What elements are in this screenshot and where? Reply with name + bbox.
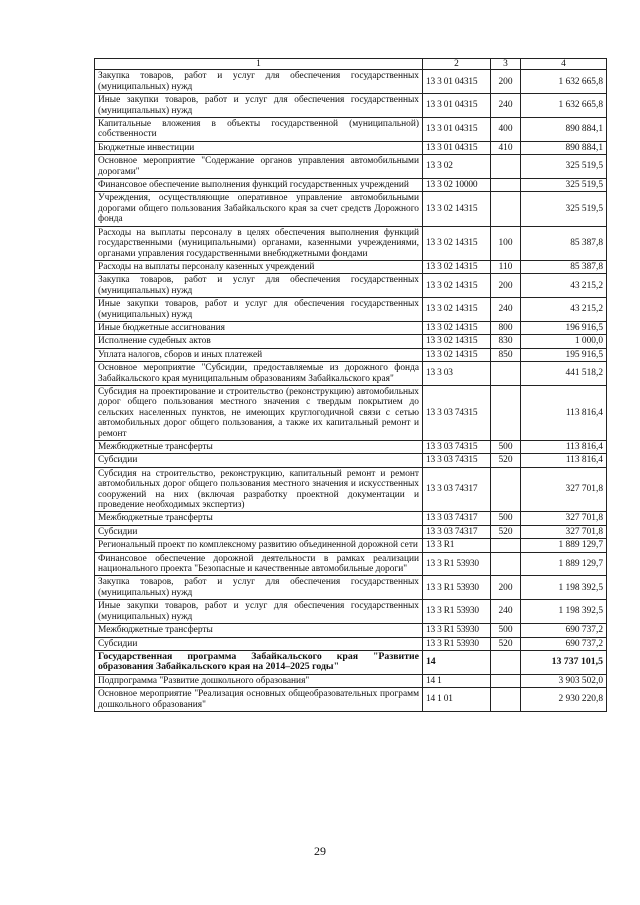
row-sum-cell: 325 519,5 (521, 155, 607, 179)
budget-table-body (95, 59, 607, 712)
row-sum-cell: 890 884,1 (521, 118, 607, 142)
row-sum-cell: 327 701,8 (521, 512, 607, 525)
row-csr-cell: 13 3 02 14315 (423, 321, 491, 334)
row-vr-cell: 240 (491, 298, 521, 322)
table-row (95, 141, 607, 154)
row-csr-cell: 13 3 03 74317 (423, 512, 491, 525)
row-sum-cell: 1 632 665,8 (521, 70, 607, 94)
row-csr-cell: 14 1 01 (423, 688, 491, 712)
row-vr-cell: 850 (491, 348, 521, 361)
row-vr-cell (491, 688, 521, 712)
row-sum-cell: 325 519,5 (521, 192, 607, 226)
row-sum-cell: 43 215,2 (521, 298, 607, 322)
row-name-cell: Межбюджетные трансферты (95, 624, 423, 637)
row-csr-cell: 13 3 02 14315 (423, 298, 491, 322)
table-row (95, 525, 607, 538)
table-row (95, 650, 607, 674)
row-sum-cell: 1 000,0 (521, 335, 607, 348)
row-sum-cell: 1 632 665,8 (521, 94, 607, 118)
row-name-cell: Основное мероприятие "Субсидии, предоставляемые из дорожного фонда Забайкальского края муниципальным образованиям Забайкальского края" (95, 362, 423, 386)
row-vr-cell: 400 (491, 118, 521, 142)
row-vr-cell: 500 (491, 624, 521, 637)
row-sum-cell: 2 930 220,8 (521, 688, 607, 712)
row-name-cell: Государственная программа Забайкальского края "Развитие образования Забайкальского края на 2014–2025 годы" (95, 650, 423, 674)
row-name-cell: Иные закупки товаров, работ и услуг для обеспечения государственных (муниципальных) нужд (95, 298, 423, 322)
row-sum-cell: 327 701,8 (521, 525, 607, 538)
row-name-cell: Уплата налогов, сборов и иных платежей (95, 348, 423, 361)
row-csr-cell: 13 3 02 10000 (423, 179, 491, 192)
row-name-cell: Иные бюджетные ассигнования (95, 321, 423, 334)
row-sum-cell: 113 816,4 (521, 441, 607, 454)
row-csr-cell: 14 1 (423, 674, 491, 687)
row-sum-cell: 85 387,8 (521, 260, 607, 273)
table-row (95, 576, 607, 600)
row-csr-cell: 13 3 01 04315 (423, 141, 491, 154)
table-row (95, 321, 607, 334)
row-csr-cell: 13 3 02 14315 (423, 335, 491, 348)
row-csr-cell: 13 3 01 04315 (423, 70, 491, 94)
row-sum-cell: 325 519,5 (521, 179, 607, 192)
row-name-cell: Межбюджетные трансферты (95, 441, 423, 454)
row-vr-cell (491, 539, 521, 552)
row-sum-cell: 1 889 129,7 (521, 552, 607, 576)
row-sum-cell: 1 889 129,7 (521, 539, 607, 552)
row-vr-cell: 500 (491, 512, 521, 525)
table-row (95, 274, 607, 298)
row-csr-cell: 13 3 R1 53930 (423, 576, 491, 600)
row-sum-cell: 890 884,1 (521, 141, 607, 154)
page-number: 29 (314, 844, 326, 858)
row-name-cell: Капитальные вложения в объекты государственной (муниципальной) собственности (95, 118, 423, 142)
table-row (95, 512, 607, 525)
row-vr-cell (491, 362, 521, 386)
row-csr-cell: 13 3 01 04315 (423, 118, 491, 142)
row-sum-cell: 441 518,2 (521, 362, 607, 386)
table-row (95, 600, 607, 624)
table-row (95, 637, 607, 650)
row-csr-cell: 13 3 R1 53930 (423, 552, 491, 576)
column-number-header (95, 59, 607, 70)
row-sum-cell: 113 816,4 (521, 385, 607, 440)
row-name-cell: Субсидия на строительство, реконструкцию, капитальный ремонт и ремонт автомобильных дорог общего пользования местного значения и искусственных сооружений на них (включая разработку проектной документации и проведение необходимых экспертиз) (95, 467, 423, 512)
row-vr-cell: 100 (491, 226, 521, 260)
row-name-cell: Закупка товаров, работ и услуг для обеспечения государственных (муниципальных) нужд (95, 576, 423, 600)
row-name-cell: Закупка товаров, работ и услуг для обеспечения государственных (муниципальных) нужд (95, 70, 423, 94)
row-vr-cell: 200 (491, 576, 521, 600)
row-vr-cell: 240 (491, 600, 521, 624)
row-vr-cell (491, 385, 521, 440)
table-row (95, 118, 607, 142)
row-csr-cell: 13 3 R1 53930 (423, 637, 491, 650)
row-csr-cell: 13 3 03 74317 (423, 467, 491, 512)
row-name-cell: Субсидии (95, 454, 423, 467)
row-csr-cell: 13 3 02 14315 (423, 192, 491, 226)
row-name-cell: Субсидии (95, 525, 423, 538)
row-vr-cell: 110 (491, 260, 521, 273)
row-csr-cell: 13 3 R1 (423, 539, 491, 552)
row-csr-cell: 13 3 02 14315 (423, 226, 491, 260)
row-vr-cell (491, 650, 521, 674)
table-row (95, 260, 607, 273)
table-row (95, 467, 607, 512)
row-name-cell: Учреждения, осуществляющие оперативное управление автомобильными дорогами общего пользования Забайкальского края за счет средств Дорожного фонда (95, 192, 423, 226)
header-col-2: 2 (423, 59, 491, 70)
row-vr-cell (491, 155, 521, 179)
row-sum-cell: 196 916,5 (521, 321, 607, 334)
row-csr-cell: 13 3 02 14315 (423, 274, 491, 298)
row-csr-cell: 13 3 03 74317 (423, 525, 491, 538)
row-name-cell: Субсидии (95, 637, 423, 650)
row-vr-cell (491, 179, 521, 192)
row-name-cell: Субсидия на проектирование и строительство (реконструкцию) автомобильных дорог общего пользования местного значения с твердым покрытием до сельских населенных пунктов, не имеющих круглогодичной связи с сетью автомобильных дорог общего пользования, а также их капитальный ремонт и ремонт (95, 385, 423, 440)
row-sum-cell: 690 737,2 (521, 624, 607, 637)
table-row (95, 624, 607, 637)
table-row (95, 441, 607, 454)
table-row (95, 362, 607, 386)
row-name-cell: Межбюджетные трансферты (95, 512, 423, 525)
row-csr-cell: 13 3 03 (423, 362, 491, 386)
row-csr-cell: 13 3 R1 53930 (423, 624, 491, 637)
table-row (95, 94, 607, 118)
row-csr-cell: 13 3 01 04315 (423, 94, 491, 118)
header-col-1: 1 (95, 59, 423, 70)
row-sum-cell: 113 816,4 (521, 454, 607, 467)
row-sum-cell: 13 737 101,5 (521, 650, 607, 674)
row-vr-cell: 500 (491, 441, 521, 454)
row-vr-cell: 240 (491, 94, 521, 118)
row-name-cell: Иные закупки товаров, работ и услуг для обеспечения государственных (муниципальных) нужд (95, 600, 423, 624)
row-name-cell: Расходы на выплаты персоналу в целях обеспечения выполнения функций государственными (муниципальными) органами, казенными учреждениями, органами управления государственными внебюджетными фондами (95, 226, 423, 260)
table-row (95, 192, 607, 226)
row-name-cell: Иные закупки товаров, работ и услуг для обеспечения государственных (муниципальных) нужд (95, 94, 423, 118)
row-csr-cell: 14 (423, 650, 491, 674)
row-name-cell: Закупка товаров, работ и услуг для обеспечения государственных (муниципальных) нужд (95, 274, 423, 298)
header-col-3: 3 (491, 59, 521, 70)
table-row (95, 674, 607, 687)
row-sum-cell: 3 903 502,0 (521, 674, 607, 687)
row-csr-cell: 13 3 03 74315 (423, 454, 491, 467)
table-row (95, 298, 607, 322)
row-vr-cell: 520 (491, 525, 521, 538)
header-col-4: 4 (521, 59, 607, 70)
row-vr-cell: 200 (491, 274, 521, 298)
row-name-cell: Финансовое обеспечение выполнения функций государственных учреждений (95, 179, 423, 192)
row-sum-cell: 690 737,2 (521, 637, 607, 650)
row-name-cell: Основное мероприятие "Реализация основных общеобразовательных программ дошкольного образования" (95, 688, 423, 712)
row-vr-cell (491, 552, 521, 576)
row-vr-cell: 410 (491, 141, 521, 154)
table-row (95, 552, 607, 576)
row-vr-cell (491, 674, 521, 687)
row-sum-cell: 43 215,2 (521, 274, 607, 298)
row-sum-cell: 195 916,5 (521, 348, 607, 361)
row-sum-cell: 85 387,8 (521, 226, 607, 260)
row-name-cell: Региональный проект по комплексному развитию объединенной дорожной сети (95, 539, 423, 552)
row-sum-cell: 327 701,8 (521, 467, 607, 512)
row-name-cell: Финансовое обеспечение дорожной деятельности в рамках реализации национального проекта "Безопасные и качественные автомобильные дороги" (95, 552, 423, 576)
row-vr-cell: 520 (491, 637, 521, 650)
row-vr-cell: 520 (491, 454, 521, 467)
table-row (95, 226, 607, 260)
row-sum-cell: 1 198 392,5 (521, 600, 607, 624)
table-row (95, 179, 607, 192)
row-sum-cell: 1 198 392,5 (521, 576, 607, 600)
row-vr-cell: 830 (491, 335, 521, 348)
row-vr-cell (491, 467, 521, 512)
row-name-cell: Подпрограмма "Развитие дошкольного образования" (95, 674, 423, 687)
table-row (95, 454, 607, 467)
row-csr-cell: 13 3 02 14315 (423, 260, 491, 273)
row-csr-cell: 13 3 02 (423, 155, 491, 179)
row-csr-cell: 13 3 03 74315 (423, 441, 491, 454)
table-row (95, 385, 607, 440)
table-row (95, 539, 607, 552)
budget-table (94, 58, 607, 712)
table-row (95, 70, 607, 94)
table-row (95, 335, 607, 348)
row-csr-cell: 13 3 02 14315 (423, 348, 491, 361)
row-name-cell: Основное мероприятие "Содержание органов управления автомобильными дорогами" (95, 155, 423, 179)
table-row (95, 155, 607, 179)
row-name-cell: Бюджетные инвестиции (95, 141, 423, 154)
row-vr-cell: 200 (491, 70, 521, 94)
row-vr-cell (491, 192, 521, 226)
row-csr-cell: 13 3 03 74315 (423, 385, 491, 440)
row-name-cell: Исполнение судебных актов (95, 335, 423, 348)
table-row (95, 688, 607, 712)
row-csr-cell: 13 3 R1 53930 (423, 600, 491, 624)
row-vr-cell: 800 (491, 321, 521, 334)
table-row (95, 348, 607, 361)
row-name-cell: Расходы на выплаты персоналу казенных учреждений (95, 260, 423, 273)
